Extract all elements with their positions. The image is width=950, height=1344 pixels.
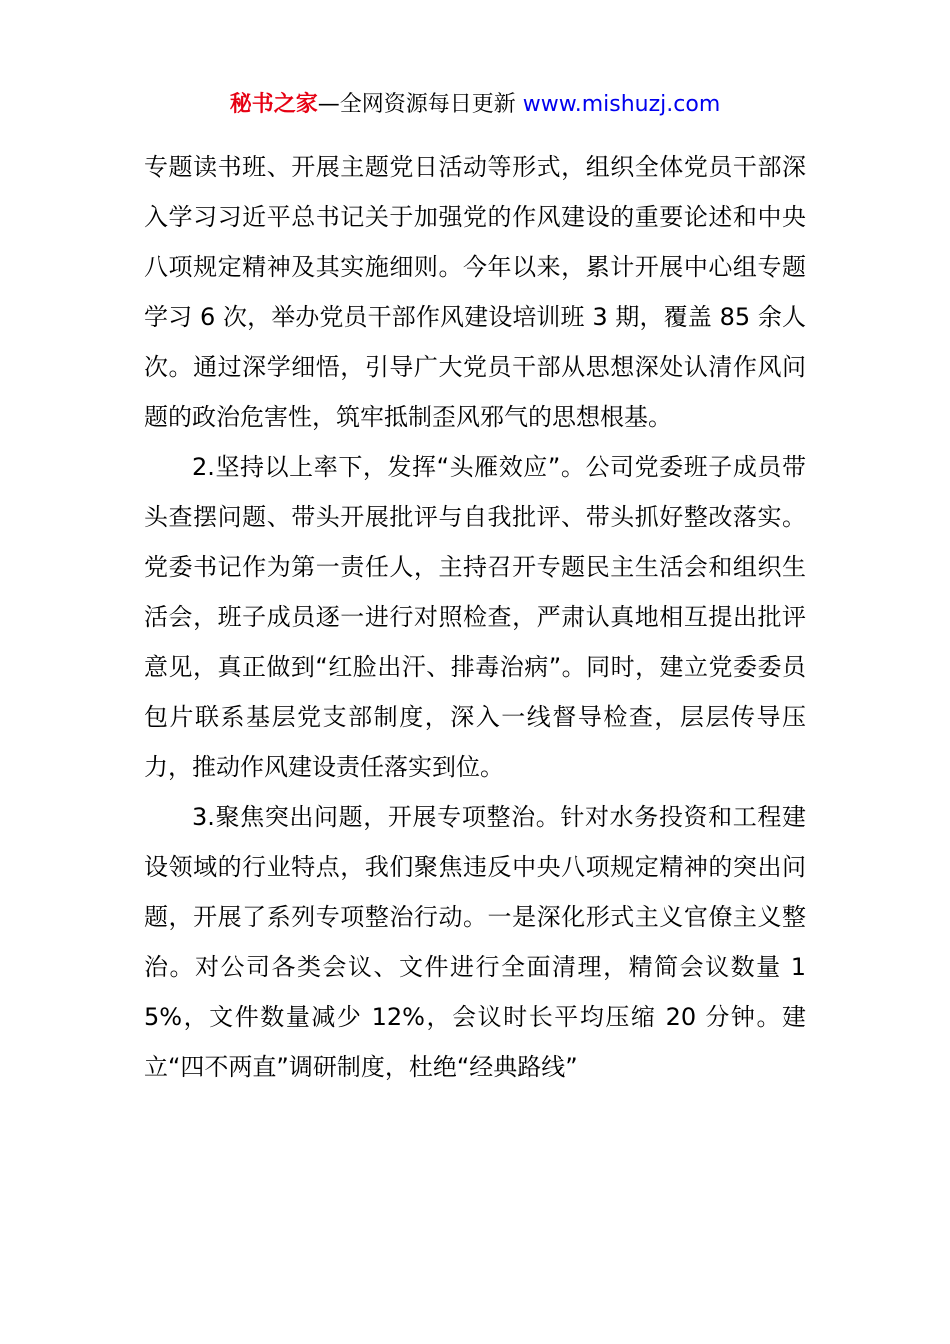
paragraph-lead-by-example: 2.坚持以上率下，发挥“头雁效应”。公司党委班子成员带头查摆问题、带头开展批评与自我批评、带头抓好整改落实。党委书记作为第一责任人，主持召开专题民主生活会和组织生活会，班子成员逐一进行对照检查，严肃认真地相互提出批评意见，真正做到“红脸出汗、排毒治病”。同时，建立党委委员包片联系基层党支部制度，深入一线督导检查，层层传导压力，推动作风建设责任落实到位。 [144,453,806,781]
header-tagline: —全网资源每日更新 [317,92,523,117]
paragraph-special-rectification: 3.聚焦突出问题，开展专项整治。针对水务投资和工程建设领域的行业特点，我们聚焦违反中央八项规定精神的突出问题，开展了系列专项整治行动。一是深化形式主义官僚主义整治。对公司各类会议、文件进行全面清理，精简会议数量 15%，文件数量减少 12%，会议时长平均压缩 20 分钟。建立“四不两直”调研制度，杜绝“经典路线” [144,803,806,1081]
page-header [0,88,950,122]
document-body [144,142,806,1092]
paragraph-continued: 专题读书班、开展主题党日活动等形式，组织全体党员干部深入学习习近平总书记关于加强党的作风建设的重要论述和中央八项规定精神及其实施细则。今年以来，累计开展中心组专题学习 6 次，举办党员干部作风建设培训班 3 期，覆盖 85 余人次。通过深学细悟，引导广大党员干部从思想深处认清作风问题的政治危害性，筑牢抵制歪风邪气的思想根基。 [144,153,806,431]
header-brand: 秘书之家 [229,92,318,117]
header-url-link[interactable]: www.mishuzj.com [522,92,721,117]
